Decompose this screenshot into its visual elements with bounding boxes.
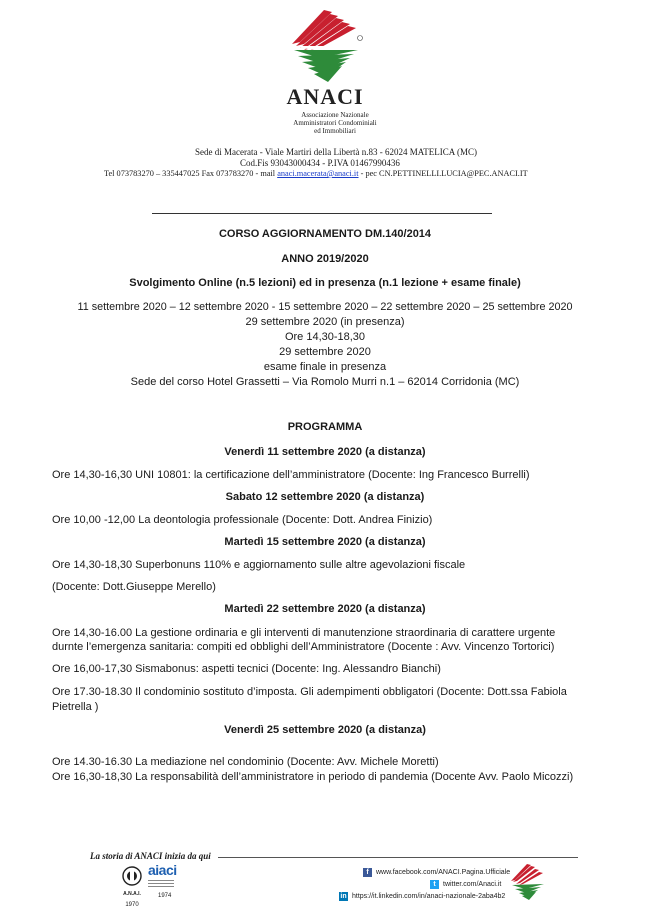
facebook-icon: f	[363, 868, 372, 877]
program-heading: PROGRAMMA	[287, 421, 363, 433]
aiaci-logo	[148, 862, 188, 910]
day5-session1: Ore 14.30-16.30 La mediazione nel condominio (Docente: Avv. Michele Moretti)	[52, 756, 439, 768]
exam-label: esame finale in presenza	[263, 361, 387, 373]
org-name-line1: Associazione Nazionale	[301, 111, 369, 119]
anaci-footer-mark-icon	[508, 863, 548, 901]
footer-tagline: La storia di ANACI inizia da qui	[90, 851, 211, 861]
anai-label: A.N.A.I.	[123, 891, 141, 897]
linkedin-link[interactable]	[339, 892, 505, 901]
anaci-logo-mark-icon	[286, 8, 366, 84]
logo-wordmark: ANACI	[286, 84, 364, 109]
day3-teacher: (Docente: Dott.Giuseppe Merello)	[52, 581, 216, 593]
day1-session1: Ore 14,30-16,30 UNI 10801: la certificazione dell’amministratore (Docente: Ing Francesco Burrelli)	[52, 469, 530, 481]
anaci-logo	[286, 8, 366, 84]
address-line: Sede di Macerata - Viale Martiri della Libertà n.83 - 62024 MATELICA (MC)	[195, 147, 477, 157]
facebook-link[interactable]	[363, 868, 510, 877]
day4-heading: Martedì 22 settembre 2020 (a distanza)	[224, 603, 426, 615]
anai-year: 1970	[125, 902, 139, 908]
linkedin-icon: in	[340, 893, 347, 900]
day5-session2: Ore 16,30-18,30 La responsabilità dell’amministratore in periodo di pandemia (Docente Avv. Paolo Micozzi)	[52, 771, 574, 783]
course-year: ANNO 2019/2020	[281, 253, 369, 265]
course-title: CORSO AGGIORNAMENTO DM.140/2014	[218, 228, 432, 240]
day4-session2: Ore 16,00-17,30 Sismabonus: aspetti tecnici (Docente: Ing. Alessandro Bianchi)	[52, 663, 441, 675]
day1-heading: Venerdì 11 settembre 2020 (a distanza)	[224, 446, 426, 458]
course-mode: Svolgimento Online (n.5 lezioni) ed in presenza (n.1 lezione + esame finale)	[129, 277, 521, 289]
day4-session3-line1: Ore 17.30-18.30 Il condominio sostituto d’imposta. Gli adempimenti obbligatori (Docente: Dott.ssa Fabiola	[52, 686, 567, 698]
anai-emblem-icon	[122, 866, 142, 886]
contacts-line	[104, 169, 584, 178]
anai-logo	[117, 866, 147, 910]
fiscal-line: Cod.Fis 93043000434 - P.IVA 01467990436	[240, 158, 400, 168]
course-dates: 11 settembre 2020 – 12 settembre 2020 - 15 settembre 2020 – 22 settembre 2020 – 25 settembre 2020	[77, 301, 573, 313]
day2-session1: Ore 10,00 -12,00 La deontologia professionale (Docente: Dott. Andrea Finizio)	[52, 514, 433, 526]
aiaci-label: aiaci	[148, 862, 177, 878]
day3-session1: Ore 14,30-18,30 Superbonuns 110% e aggiornamento sulle altre agevolazioni fiscale	[52, 559, 466, 571]
day4-session1-line2: durnte l’emergenza sanitaria: compiti ed obblighi dell’Amministratore (Docente : Avv. Vincenzo Tortorici)	[52, 641, 555, 653]
twitter-url: twitter.com/Anaci.it	[443, 881, 502, 888]
facebook-url: www.facebook.com/ANACI.Pagina.Ufficiale	[376, 869, 511, 876]
course-presence-date: 29 settembre 2020 (in presenza)	[245, 316, 405, 328]
header-divider	[152, 213, 492, 214]
day3-heading: Martedì 15 settembre 2020 (a distanza)	[224, 536, 426, 548]
day2-heading: Sabato 12 settembre 2020 (a distanza)	[225, 491, 425, 503]
day5-heading: Venerdì 25 settembre 2020 (a distanza)	[224, 724, 426, 736]
linkedin-url: https://it.linkedin.com/in/anaci-nazionale-2aba4b2	[352, 893, 506, 900]
day4-session1-line1: Ore 14,30-16.00 La gestione ordinaria e gli interventi di manutenzione straordinaria di carattere urgente	[52, 627, 556, 639]
course-hours: Ore 14,30-18,30	[284, 331, 366, 343]
twitter-icon: t	[430, 880, 439, 889]
org-name-line3: ed Immobiliari	[314, 127, 356, 135]
footer-divider	[218, 857, 578, 858]
day4-session3-line2: Pietrella )	[52, 701, 99, 713]
aiaci-subtext	[148, 880, 174, 887]
anaci-footer-logo	[508, 863, 548, 901]
org-name-line2: Amministratori Condominiali	[293, 119, 377, 127]
exam-date: 29 settembre 2020	[279, 346, 371, 358]
course-venue: Sede del corso Hotel Grassetti – Via Romolo Murri n.1 – 62014 Corridonia (MC)	[130, 376, 520, 388]
email-link[interactable]: anaci.macerata@anaci.it	[277, 169, 359, 178]
aiaci-year: 1974	[158, 893, 172, 899]
contacts-pec: - pec CN.PETTINELLI.LUCIA@PEC.ANACI.IT	[358, 169, 528, 178]
contacts-phone: Tel 073783270 – 335447025 Fax 073783270 - mail	[104, 169, 278, 178]
twitter-link[interactable]	[430, 880, 501, 889]
